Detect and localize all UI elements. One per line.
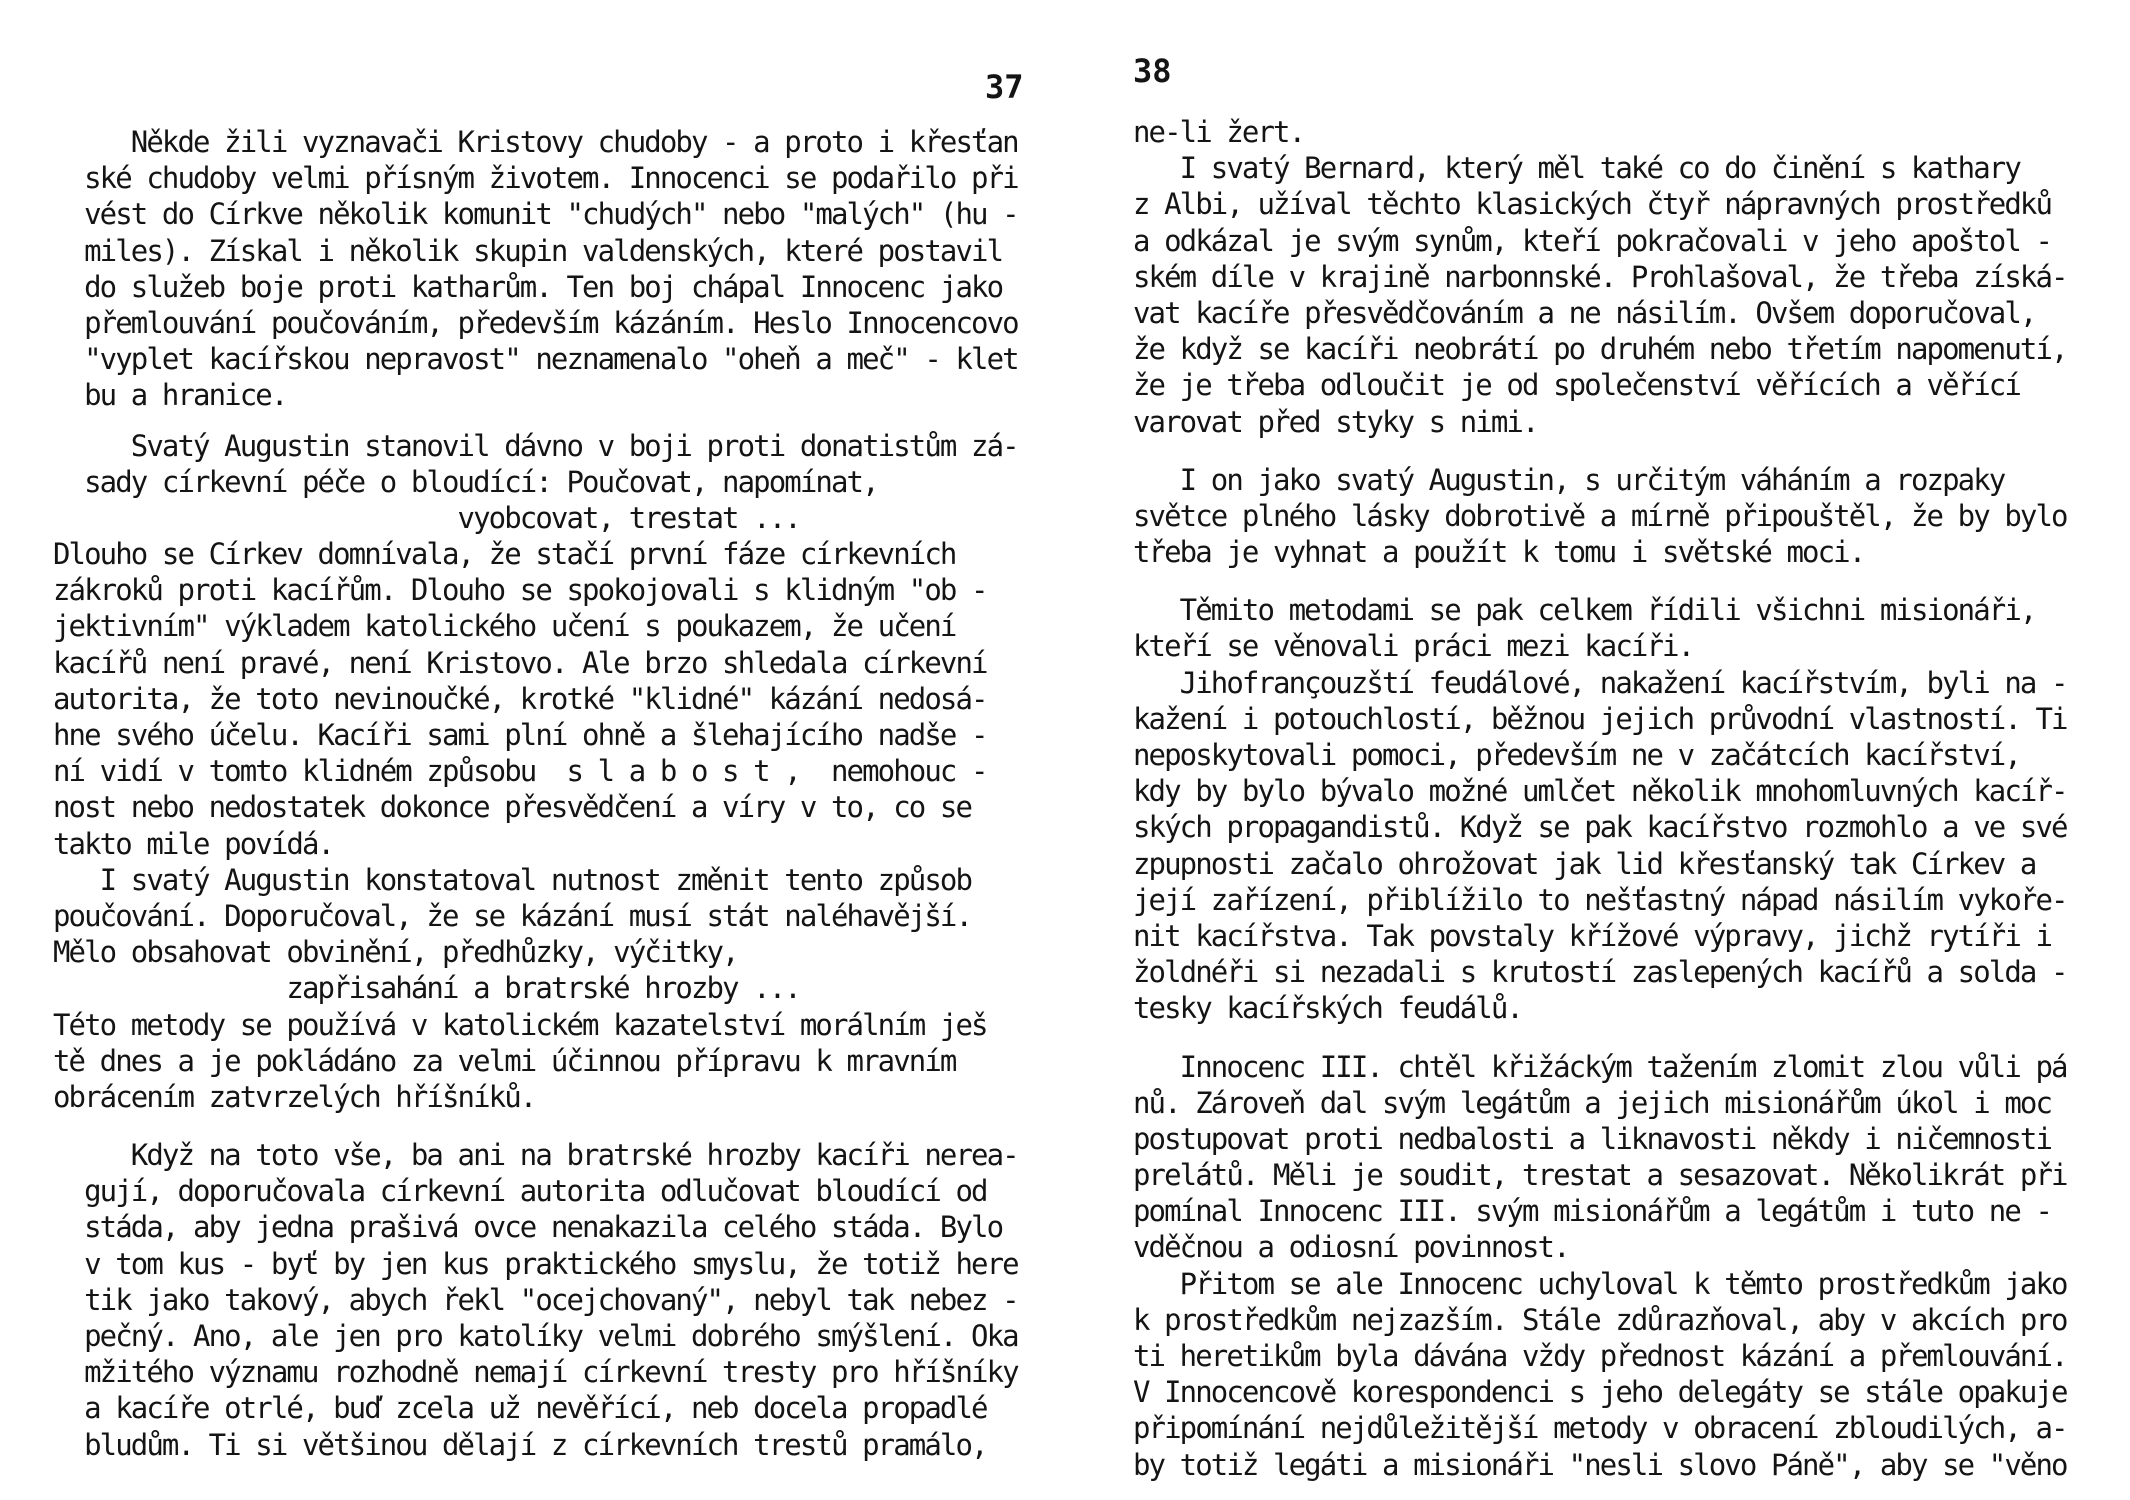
text-line: vat kacíře přesvědčováním a ne násilím. Ovšem doporučoval, <box>1133 295 2036 330</box>
text-line: z Albi, užíval těchto klasických čtyř nápravných prostředků <box>1133 187 2052 222</box>
text-line: "vyplet kacířskou nepravost" neznamenalo "oheň a meč" - klet <box>53 342 1018 377</box>
text-line: Jihofrançouzští feudálové, nakažení kacířstvím, byli na - <box>1133 665 2067 700</box>
paragraph-gap <box>1133 440 2093 462</box>
text-line: ském díle v krajině narbonnské. Prohlašoval, že třeba získá- <box>1133 259 2067 294</box>
text-line: autorita, že toto nevinoučké, krotké "klidné" kázání nedosá- <box>53 681 987 716</box>
text-line: třeba je vyhnat a použít k tomu i světské moci. <box>1133 535 1865 570</box>
text-line: Svatý Augustin stanovil dávno v boji proti donatistům zá- <box>53 428 1018 463</box>
text-line: Dlouho se Církev domnívala, že stačí první fáze církevních <box>53 537 956 572</box>
text-line: Této metody se používá v katolickém kazatelství morálním ješ <box>53 1007 987 1042</box>
text-line: ských propagandistů. Když se pak kacířstvo rozmohlo a ve své <box>1133 810 2067 845</box>
text-line: postupovat proti nedbalosti a liknavosti někdy i ničemnosti <box>1133 1121 2052 1156</box>
text-line: připomínání nejdůležitější metody v obracení zbloudilých, a- <box>1133 1411 2067 1446</box>
text-line: miles). Získal i několik skupin valdenských, které postavil <box>53 233 1003 268</box>
text-line: nit kacířstva. Tak povstaly křížové výpravy, jichž rytíři i <box>1133 918 2052 953</box>
text-line: v tom kus - byť by jen kus praktického smyslu, že totiž here <box>53 1246 1018 1281</box>
text-line: sady církevní péče o bloudící: Poučovat, napomínat, <box>53 464 878 499</box>
text-line: ské chudoby velmi přísným životem. Innocenci se podařilo při <box>53 161 1018 196</box>
text-line: takto mile povídá. <box>53 826 334 861</box>
paragraph-gap <box>53 1115 1033 1137</box>
text-line: kažení i potouchlostí, běžnou jejich průvodní vlastností. Ti <box>1133 701 2067 736</box>
text-line: by totiž legáti a misionáři "nesli slovo Páně", aby se "věno <box>1133 1447 2067 1482</box>
paragraph-gap <box>53 414 1033 428</box>
text-line: nost nebo nedostatek dokonce přesvědčení a víry v to, co se <box>53 790 972 825</box>
text-line: gují, doporučovala církevní autorita odlučovat bloudící od <box>53 1174 987 1209</box>
text-line: hne svého účelu. Kacíři sami plní ohně a šlehajícího nadše - <box>53 718 987 752</box>
text-line: světce plného lásky dobrotivě a mírně připouštěl, že by bylo <box>1133 498 2067 533</box>
text-line: I svatý Augustin konstatoval nutnost změnit tento způsob <box>53 862 972 897</box>
text-line: do služeb boje proti katharům. Ten boj chápal Innocenc jako <box>53 269 1003 304</box>
text-line: bu a hranice. <box>53 378 287 413</box>
text-line: I on jako svatý Augustin, s určitým váháním a rozpaky <box>1133 462 2005 497</box>
text-line: ti heretikům byla dávána vždy přednost kázání a přemlouvání. <box>1133 1339 2067 1373</box>
text-line: neposkytovali pomoci, především ne v začátcích kacířství, <box>1133 738 2020 772</box>
text-line: její zařízení, přiblížilo to nešťastný nápad násilím vykoře- <box>1133 882 2067 917</box>
text-line: poučování. Doporučoval, že se kázání musí stát naléhavější. <box>53 898 972 933</box>
text-line: Těmito metodami se pak celkem řídili všichni misionáři, <box>1133 593 2036 628</box>
text-line: a odkázal je svým synům, kteří pokračovali v jeho apoštol - <box>1133 223 2052 258</box>
text-line: varovat před styky s nimi. <box>1133 404 1538 439</box>
text-line: že je třeba odloučit je od společenství věřících a věřící <box>1133 368 2020 403</box>
text-line: ne-li žert. <box>1133 115 1305 149</box>
text-line: jektivním" výkladem katolického učení s poukazem, že učení <box>53 609 956 644</box>
text-line: obrácením zatvrzelých hříšníků. <box>53 1079 536 1114</box>
right-page-text <box>1133 114 2093 1483</box>
text-line: žoldnéři si nezadali s krutostí zaslepených kacířů a solda - <box>1133 955 2067 990</box>
text-line: Když na toto vše, ba ani na bratrské hrozby kacíři nerea- <box>53 1138 1018 1173</box>
text-line: Mělo obsahovat obvinění, předhůzky, výčitky, <box>53 935 738 970</box>
text-line: mžitého významu rozhodně nemají církevní tresty pro hříšníky <box>53 1355 1018 1390</box>
text-line: kdy by bylo bývalo možné umlčet několik mnohomluvných kacíř- <box>1133 774 2067 809</box>
text-line: kteří se věnovali práci mezi kacíři. <box>1133 629 1694 664</box>
text-line: Někde žili vyznavači Kristovy chudoby - a proto i křesťan <box>53 125 1018 159</box>
text-line: zpupnosti začalo ohrožovat jak lid křesťanský tak Církev a <box>1133 846 2036 881</box>
text-line: vděčnou a odiosní povinnost. <box>1133 1230 1569 1265</box>
left-page-text <box>53 124 1033 1463</box>
text-line: pomínal Innocenc III. svým misionářům a legátům i tuto ne - <box>1133 1194 2052 1229</box>
text-line: pečný. Ano, ale jen pro katolíky velmi dobrého smýšlení. Oka <box>53 1319 1018 1353</box>
text-line: a kacíře otrlé, buď zcela už nevěřící, neb docela propadlé <box>53 1391 987 1426</box>
paragraph-gap <box>1133 1027 2093 1049</box>
paragraph-gap <box>1133 570 2093 592</box>
right-page <box>1065 0 2130 1500</box>
text-line: vyobcovat, trestat ... <box>53 500 800 535</box>
text-line: tě dnes a je pokládáno za velmi účinnou přípravu k mravním <box>53 1043 956 1078</box>
text-line: zákroků proti kacířům. Dlouho se spokojovali s klidným "ob - <box>53 573 987 608</box>
text-line: přemlouvání poučováním, především kázáním. Heslo Innocencovo <box>53 305 1018 340</box>
page-number: 37 <box>985 68 1024 106</box>
text-line: Přitom se ale Innocenc uchyloval k těmto prostředkům jako <box>1133 1266 2067 1301</box>
page-number: 38 <box>1133 52 1172 90</box>
text-line: zapřisahání a bratrské hrozby ... <box>53 971 800 1006</box>
text-line: tesky kacířských feudálů. <box>1133 991 1522 1026</box>
text-line: I svatý Bernard, který měl také co do činění s kathary <box>1133 151 2020 186</box>
text-line: nů. Zároveň dal svým legátům a jejich misionářům úkol i moc <box>1133 1085 2052 1120</box>
text-line: Innocenc III. chtěl křižáckým tažením zlomit zlou vůli pá <box>1133 1049 2067 1084</box>
text-line: kacířů není pravé, není Kristovo. Ale brzo shledala církevní <box>53 645 987 680</box>
text-line: že když se kacíři neobrátí po druhém nebo třetím napomenutí, <box>1133 332 2067 367</box>
text-line: stáda, aby jedna prašivá ovce nenakazila celého stáda. Bylo <box>53 1210 1003 1245</box>
text-line: ní vidí v tomto klidném způsobu s l a b o s t , nemohouc - <box>53 754 987 789</box>
text-line: prelátů. Měli je soudit, trestat a sesazovat. Několikrát při <box>1133 1158 2067 1193</box>
text-line: k prostředkům nejzazším. Stále zdůrazňoval, aby v akcích pro <box>1133 1302 2067 1337</box>
text-line: vést do Církve několik komunit "chudých" nebo "malých" (hu - <box>53 197 1018 232</box>
text-line: V Innocencově korespondenci s jeho delegáty se stále opakuje <box>1133 1375 2067 1410</box>
text-line: bludům. Ti si většinou dělají z církevních trestů pramálo, <box>53 1427 987 1462</box>
text-line: tik jako takový, abych řekl "ocejchovaný", nebyl tak nebez - <box>53 1282 1018 1317</box>
